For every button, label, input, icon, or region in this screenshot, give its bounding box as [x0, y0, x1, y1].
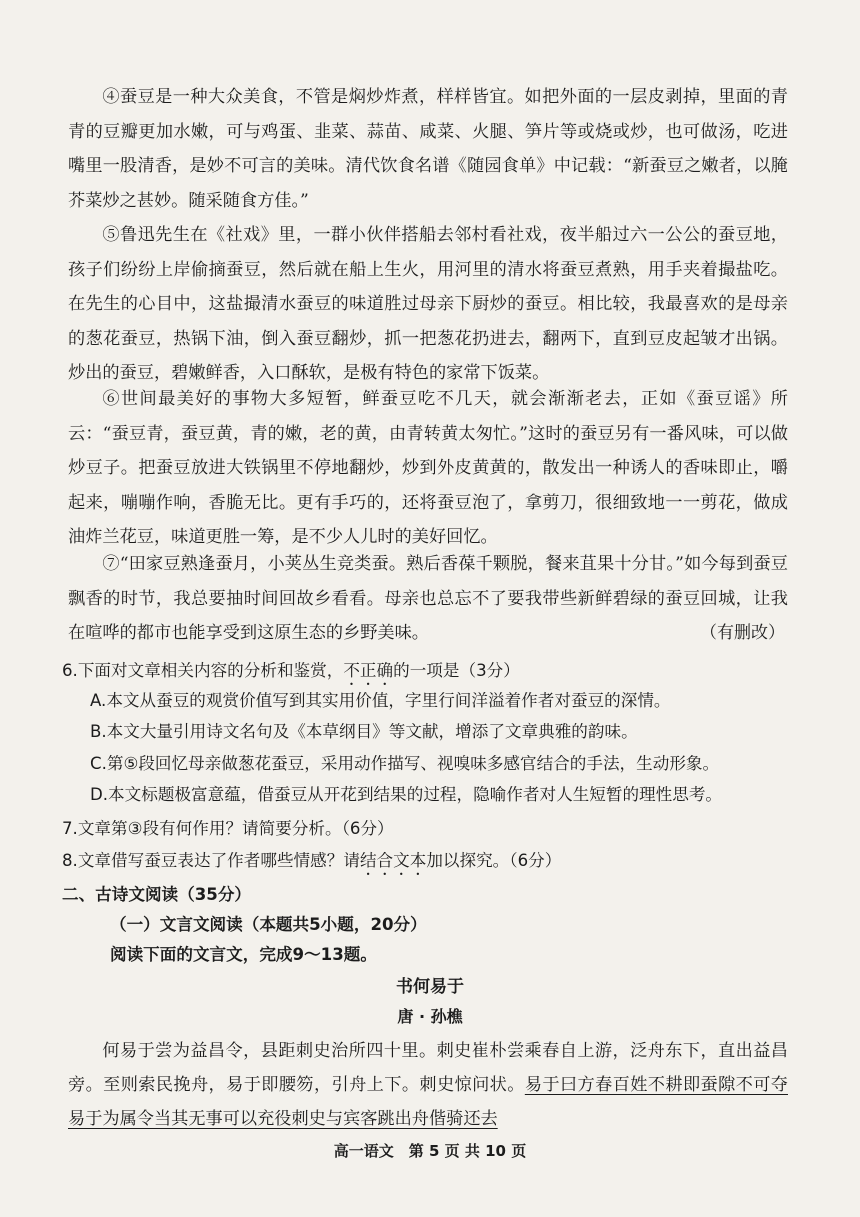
classical-text-plain: 何易于尝为益昌令，县距刺史治所四十里。刺史崔朴尝乘春自上游，泛舟东下，直出益昌旁。至则索民挽舟，易于即腰笏，引舟上下。刺史惊问状。: [68, 1041, 788, 1095]
question-8-text: 8.文章借写蚕豆表达了作者哪些情感？请: [62, 851, 360, 870]
subsection-heading: （一）文言文阅读（本题共5小题，20分）: [110, 915, 427, 934]
classical-text: [68, 1034, 788, 1136]
question-8-score: 加以探究。（6分）: [426, 851, 562, 870]
question-6-score: 的一项是（3分）: [393, 661, 520, 680]
question-6: [62, 656, 520, 689]
source-note: （有删改）: [700, 623, 785, 643]
paragraph-4: ④蚕豆是一种大众美食，不管是焖炒炸煮，样样皆宜。如把外面的一层皮剥掉，里面的青青的豆瓣更加水嫩，可与鸡蛋、韭菜、蒜苗、咸菜、火腿、笋片等或烧或炒，也可做汤，吃进嘴里一股清香，是妙不可言的美味。清代饮食名谱《随园食单》中记载：“新蚕豆之嫩者，以腌芥菜炒之甚妙。随采随食方佳。”: [68, 87, 788, 211]
classical-text-underlined: 易于曰方春百姓不耕即蚕隙不可夺易于为属令当其无事可以充役刺史与宾客跳出舟偕骑还去: [68, 1075, 788, 1129]
option-c: C.第⑤段回忆母亲做葱花蚕豆，采用动作描写、视嗅味多感官结合的手法，生动形象。: [90, 754, 720, 773]
option-a: A.本文从蚕豆的观赏价值写到其实用价值，字里行间洋溢着作者对蚕豆的深情。: [90, 691, 671, 710]
question-6-emphasis: 不正确: [343, 661, 394, 680]
classical-text-title: 书何易于: [396, 977, 464, 997]
question-8-emphasis: 结合文本: [359, 851, 427, 870]
paragraph-6: ⑥世间最美好的事物大多短暂，鲜蚕豆吃不几天，就会渐渐老去，正如《蚕豆谣》所云：“蚕豆青，蚕豆黄，青的嫩，老的黄，由青转黄太匆忙。”这时的蚕豆另有一番风味，可以做炒豆子。把蚕豆放进大铁锅里不停地翻炒，炒到外皮黄黄的，散发出一种诱人的香味即止，嚼起来，嘣嘣作响，香脆无比。更有手巧的，还将蚕豆泡了，拿剪刀，很细致地一一剪花，做成油炸兰花豆，味道更胜一筹，是不少人儿时的美好回忆。: [68, 389, 788, 548]
classical-text-author: 唐 · 孙樵: [397, 1007, 463, 1026]
page-footer: 高一语文 第 5 页 共 10 页: [333, 1142, 527, 1160]
reading-instruction: 阅读下面的文言文，完成9～13题。: [110, 945, 377, 964]
option-b: B.本文大量引用诗文名句及《本草纲目》等文献，增添了文章典雅的韵味。: [90, 722, 638, 741]
question-7: 7.文章第③段有何作用？请简要分析。（6分）: [62, 819, 394, 838]
option-d: D.本文标题极富意蕴，借蚕豆从开花到结果的过程，隐喻作者对人生短暂的理性思考。: [90, 785, 723, 804]
question-6-text: 6.下面对文章相关内容的分析和鉴赏，: [62, 661, 344, 680]
question-8: [62, 846, 561, 879]
paragraph-5: ⑤鲁迅先生在《社戏》里，一群小伙伴搭船去邻村看社戏，夜半船过六一公公的蚕豆地，孩子们纷纷上岸偷摘蚕豆，然后就在船上生火，用河里的清水将蚕豆煮熟，用手夹着撮盐吃。在先生的心目中，这盐撮清水蚕豆的味道胜过母亲下厨炒的蚕豆。相比较，我最喜欢的是母亲的葱花蚕豆，热锅下油，倒入蚕豆翻炒，抓一把葱花扔进去，翻两下，直到豆皮起皱才出锅。炒出的蚕豆，碧嫩鲜香，入口酥软，是极有特色的家常下饭菜。: [68, 225, 788, 384]
paragraph-7: ⑦“田家豆熟逢蚕月，小荚丛生竞类蚕。熟后香葆千颗脱，餐来苴果十分甘。”如今每到蚕豆飘香的时节，我总要抽时间回故乡看看。母亲也总忘不了要我带些新鲜碧绿的蚕豆回城，让我在喧哗的都市也能享受到这原生态的乡野美味。: [68, 554, 788, 644]
section-2-heading: 二、古诗文阅读（35分）: [62, 885, 252, 904]
